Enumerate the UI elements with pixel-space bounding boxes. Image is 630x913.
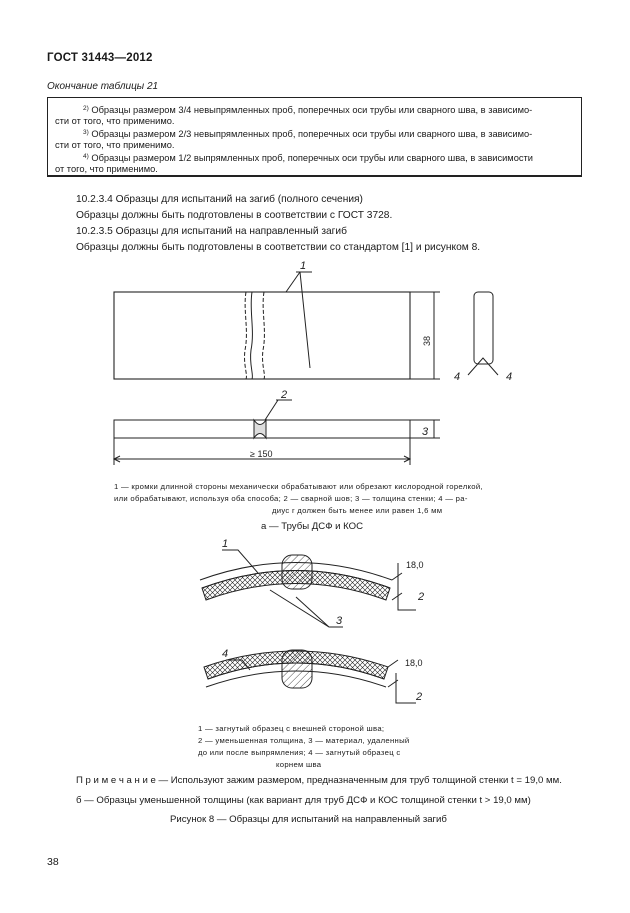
label-b-1: 1 [222,538,229,550]
upper-weld [282,555,312,589]
label-b-2b: 2 [416,691,423,703]
dim-top-18 [392,563,416,610]
figure-a-caption: а — Трубы ДСФ и КОС [261,521,364,532]
figure-a-drawing [0,250,630,470]
label-4-right: 4 [506,371,513,383]
label-b-3: 3 [336,615,343,627]
document-header: ГОСТ 31443—2012 [47,52,153,64]
leader-1-a [286,272,300,292]
leader-1-b [300,272,310,368]
lower-weld [282,650,312,688]
figure-b-drawing [0,535,630,720]
label-3: 3 [422,426,429,438]
label-b-2: 2 [418,591,425,603]
paragraph-standard-1: Образцы должны быть подготовлены в соответствии со стандартом [1] и рисунком 8. [76,242,481,253]
leader-b-3 [270,590,343,627]
weld-boundary-mid [251,292,253,379]
figure-8-title: Рисунок 8 — Образцы для испытаний на направленный загиб [170,814,447,825]
footnote-4: $^{4)}$ Образцы размером 1/2 выпрямленных проб, поперечных оси трубы или сварного шва, в зависимости [83,153,533,163]
footnote-3: $^{3)}$ Образцы размером 2/3 невыпрямленных проб, поперечных оси трубы или сварного шва, в зависимо- [83,129,533,139]
footnote-2-cont: сти от того, что применимо. [55,116,175,126]
leader-b-1 [222,550,258,573]
dim-bottom-label: 18,0 [405,658,423,668]
paragraph-10-2-3-4: 10.2.3.4 Образцы для испытаний на загиб (полного сечения) [76,194,363,205]
label-2: 2 [281,389,288,401]
page-number: 38 [47,856,59,868]
figure-b-caption: б — Образцы уменьшенной толщины (как вариант для труб ДСФ и КОС толщиной стенки t > 19,0 мм) [76,795,531,806]
weld-boundary-left [245,292,247,379]
figure-b-legend-line-3: до или после выпрямления; 4 — загнутый образец с [198,748,401,757]
figure-b-legend-line-4: корнем шва [276,760,322,769]
footnote-2: $^{2)}$ Образцы размером 3/4 невыпрямленных проб, поперечных оси трубы или сварного шва, в зависимо- [83,105,533,115]
specimen-top-view [114,292,410,379]
dim-top-label: 18,0 [406,560,424,570]
note-text: — Используют зажим размером, предназначенным для труб толщиной стенки t = 19,0 мм. [155,775,562,786]
footnote-3-cont: сти от того, что применимо. [55,140,175,150]
note-lead: П р и м е ч а н и е [76,775,156,786]
paragraph-gost-3728: Образцы должны быть подготовлены в соответствии с ГОСТ 3728. [76,210,393,221]
label-4-left: 4 [454,371,461,383]
figure-b-legend-line-1: 1 — загнутый образец с внешней стороной шва; [198,724,385,733]
leader-4-pair [468,358,498,375]
table-continuation-label: Окончание таблицы 21 [47,81,159,92]
dim-38-label: 38 [422,335,432,347]
label-1: 1 [300,260,307,272]
weld-seam-shape [254,420,266,438]
leader-2 [265,400,278,420]
dim-150-label: ≥ 150 [250,449,273,459]
footnote-4-cont: от того, что применимо. [55,164,158,174]
figure-a-legend-line-2: или обрабатывают, используя оба способа; 2 — сварной шов; 3 — толщина стенки; 4 — ра- [114,494,468,503]
weld-boundary-right [263,292,265,379]
figure-a-legend-line-1: 1 — кромки длинной стороны механически обрабатывают или обрезают кислородной горелкой, [114,482,483,491]
label-b-4: 4 [222,648,229,660]
figure-b-legend-line-2: 2 — уменьшенная толщина, 3 — материал, удаленный [198,736,410,745]
specimen-end-view [474,292,493,364]
note [76,775,562,786]
dim-38-lines [410,292,440,379]
figure-a-legend-line-3: диус r должен быть менее или равен 1,6 мм [272,506,443,515]
paragraph-10-2-3-5: 10.2.3.5 Образцы для испытаний на направленный загиб [76,226,347,237]
